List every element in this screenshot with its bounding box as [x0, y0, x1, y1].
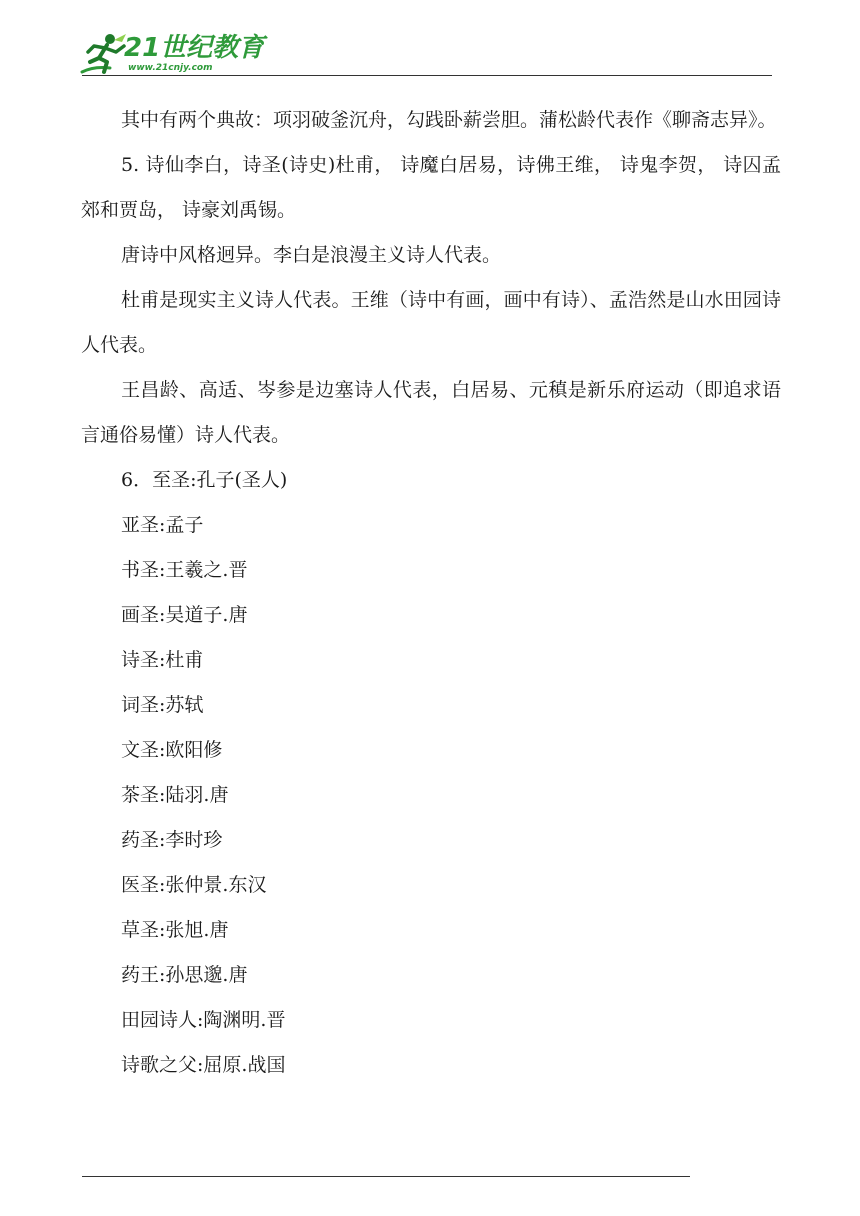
- logo-url-text: www.21cnjy.com: [128, 63, 213, 73]
- list-item: 田园诗人:陶渊明.晋: [121, 1009, 286, 1031]
- list-item: 药王:孙思邈.唐: [121, 964, 248, 986]
- paragraph: 5. 诗仙李白，诗圣(诗史)杜甫， 诗魔白居易，诗佛王维， 诗鬼李贺， 诗囚孟郊和贾岛， 诗豪刘禹锡。: [81, 154, 781, 221]
- document-body: [81, 98, 781, 1088]
- list-item: 词圣:苏轼: [121, 694, 204, 716]
- list-item: 画圣:吴道子.唐: [121, 604, 248, 626]
- list-item: 亚圣:孟子: [121, 514, 204, 536]
- logo: [80, 30, 265, 78]
- list-item: 茶圣:陆羽.唐: [121, 784, 229, 806]
- paragraph: 其中有两个典故：项羽破釜沉舟，勾践卧薪尝胆。蒲松龄代表作《聊斋志异》。: [121, 109, 777, 131]
- runner-logo-icon: [80, 32, 128, 76]
- list-item: 6．至圣:孔子(圣人): [121, 469, 288, 491]
- list-item: 药圣:李时珍: [121, 829, 223, 851]
- header-divider: [82, 75, 772, 76]
- list-item: 文圣:欧阳修: [121, 739, 223, 761]
- paragraph: 王昌龄、高适、岑参是边塞诗人代表，白居易、元稹是新乐府运动（即追求语言通俗易懂）诗人代表。: [81, 379, 781, 446]
- page-header: [0, 0, 860, 80]
- paragraph: 杜甫是现实主义诗人代表。王维（诗中有画，画中有诗）、孟浩然是山水田园诗人代表。: [81, 289, 781, 356]
- list-item: 医圣:张仲景.东汉: [121, 874, 267, 896]
- list-item: 书圣:王羲之.晋: [121, 559, 248, 581]
- logo-text: 21世纪教育: [124, 33, 265, 63]
- list-item: 诗圣:杜甫: [121, 649, 204, 671]
- paragraph: 唐诗中风格迥异。李白是浪漫主义诗人代表。: [121, 244, 502, 266]
- list-item: 诗歌之父:屈原.战国: [121, 1054, 286, 1076]
- footer-divider: [82, 1176, 690, 1177]
- list-item: 草圣:张旭.唐: [121, 919, 229, 941]
